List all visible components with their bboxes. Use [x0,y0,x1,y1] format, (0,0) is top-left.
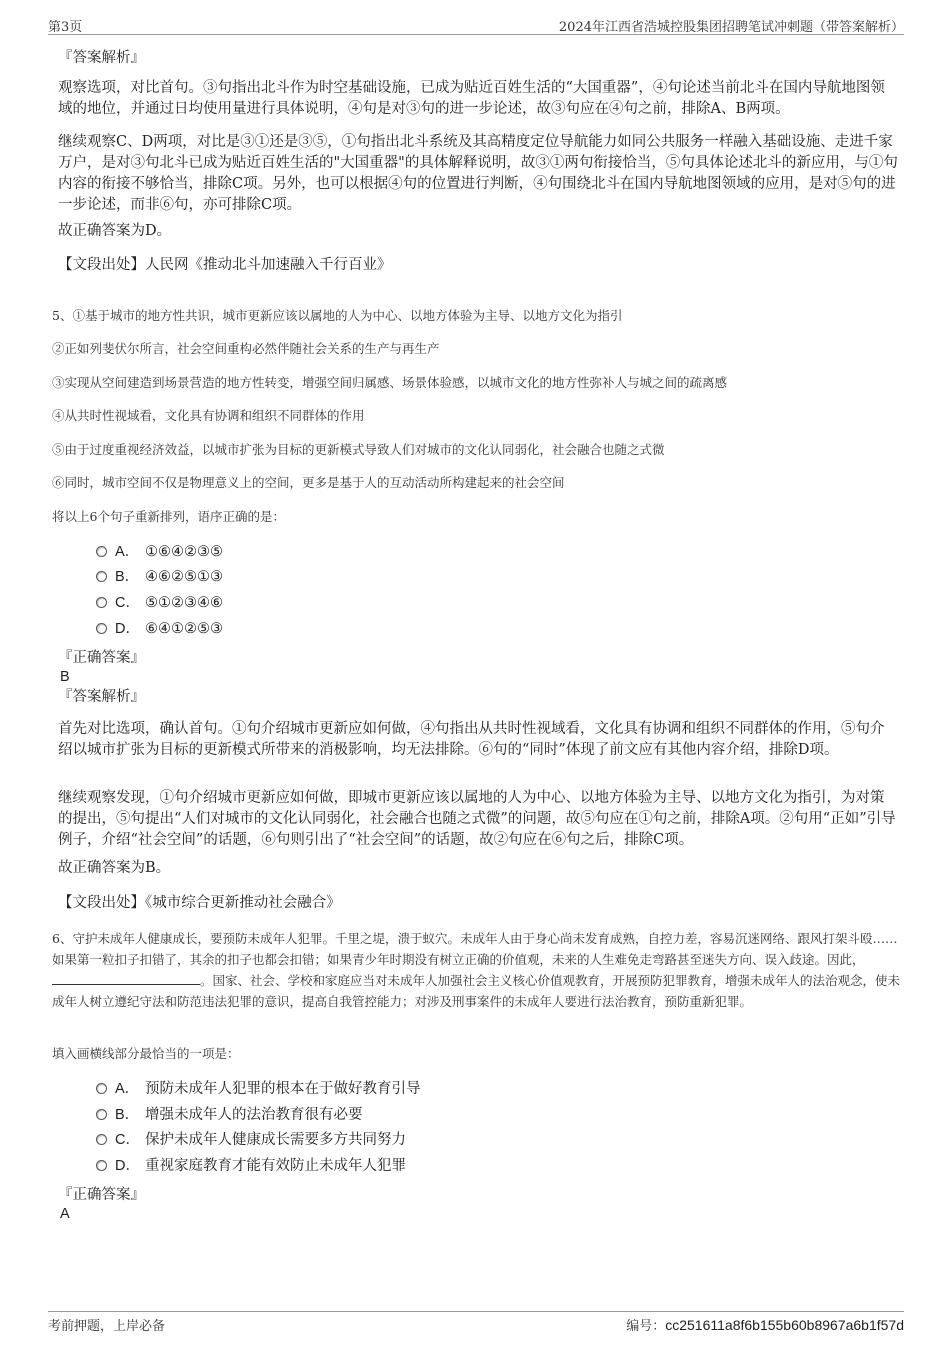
q5-sentence-3: ③实现从空间建造到场景营造的地方性转变，增强空间归属感、场景体验感，以城市文化的地方性弥补人与城之间的疏离感 [52,375,728,390]
footer-slogan: 考前押题，上岸必备 [48,1319,166,1334]
radio-icon[interactable] [96,1160,107,1171]
radio-icon[interactable] [96,546,107,557]
document-title: 2024年江西省浩城控股集团招聘笔试冲刺题（带答案解析） [558,20,904,35]
q5-conclusion: 故正确答案为B。 [58,860,171,876]
radio-icon[interactable] [96,1109,107,1120]
q5-sentence-6: ⑥同时，城市空间不仅是物理意义上的空间，更多是基于人的互动活动所构建起来的社会空间 [52,475,565,490]
q6-option-c[interactable]: C． 保护未成年人健康成长需要多方共同努力 [96,1130,406,1150]
q6-option-d[interactable]: D． 重视家庭教育才能有效防止未成年人犯罪 [96,1156,406,1176]
q5-source: 【文段出处】《城市综合更新推动社会融合》 [58,895,341,911]
q5-sentence-2: ②正如列斐伏尔所言，社会空间重构必然伴随社会关系的生产与再生产 [52,341,440,356]
radio-icon[interactable] [96,1134,107,1145]
q5-option-a[interactable]: A． ①⑥④②③⑤ [96,542,223,562]
page-number: 第3页 [48,20,83,35]
q5-prompt: 将以上6个句子重新排列，语序正确的是： [52,509,285,524]
radio-icon[interactable] [96,1083,107,1094]
q6-correct-answer: A [60,1206,70,1222]
q5-analysis-heading: 『答案解析』 [58,689,145,705]
q4-analysis-heading: 『答案解析』 [58,50,145,66]
q6-prompt: 填入画横线部分最恰当的一项是： [52,1046,240,1061]
q5-option-b[interactable]: B． ④⑥②⑤①③ [96,567,223,587]
q4-source: 【文段出处】人民网《推动北斗加速融入千行百业》 [58,257,392,273]
q4-analysis-para2: 继续观察C、D两项，对比是③①还是③⑤，①句指出北斗系统及其高精度定位导航能力如同公共服务一样融入基础设施、走进千家万户，是对③句北斗已成为贴近百姓生活的"大国重器"的具体解释说明，故③①两句衔接恰当，⑤句具体论述北斗的新应用，与①句内容的衔接不够恰当，排除C项。另外，也可以根据④句的位置进行判断，④句围绕北斗在国内导航地图领域的应用，是对⑤句的进一步论述，而非⑥句，亦可排除C项。 [58,134,898,213]
q5-option-d[interactable]: D． ⑥④①②⑤③ [96,619,223,639]
q6-option-b[interactable]: B． 增强未成年人的法治教育很有必要 [96,1105,363,1125]
radio-icon[interactable] [96,623,107,634]
page-footer [48,1311,904,1334]
radio-icon[interactable] [96,571,107,582]
document-code: 编号：cc251611a8f6b155b60b8967a6b1f57d [626,1317,904,1334]
q5-sentence-5: ⑤由于过度重视经济效益，以城市扩张为目标的更新模式导致人们对城市的文化认同弱化，社会融合也随之式微 [52,442,665,457]
q6-stem: 6、守护未成年人健康成长，要预防未成年人犯罪。千里之堤，溃于蚁穴。未成年人由于身心尚未发育成熟，自控力差，容易沉迷网络、跟风打架斗殴……如果第一粒扣子扣错了，其余的扣子也都会扣错；如果青少年时期没有树立正确的价值观，未来的人生难免走弯路甚至迷失方向、误入歧途。因此，。国家、社会、学校和家庭应当对未成年人加强社会主义核心价值观教育，开展预防犯罪教育，增强未成年人的法治观念，使未成年人树立遵纪守法和防范违法犯罪的意识，提高自我管控能力；对涉及刑事案件的未成年人要进行法治教育，预防重新犯罪。 [52,931,901,1009]
q4-conclusion: 故正确答案为D。 [58,223,172,239]
q5-sentence-4: ④从共时性视域看，文化具有协调和组织不同群体的作用 [52,408,365,423]
q5-correct-heading: 『正确答案』 [58,650,145,666]
q6-correct-heading: 『正确答案』 [58,1187,145,1203]
q4-analysis-para1: 观察选项，对比首句。③句指出北斗作为时空基础设施，已成为贴近百姓生活的“大国重器”，④句论述当前北斗在国内导航地图领域的地位，并通过日均使用量进行具体说明，④句是对③句的进一步论述，故③句应在④句之前，排除A、B两项。 [58,80,885,117]
fill-in-blank [52,972,200,985]
page-header [48,14,904,35]
q5-correct-answer: B [60,669,70,685]
q5-option-c[interactable]: C． ⑤①②③④⑥ [96,593,223,613]
radio-icon[interactable] [96,597,107,608]
q6-option-a[interactable]: A． 预防未成年人犯罪的根本在于做好教育引导 [96,1079,421,1099]
q5-analysis-para1: 首先对比选项，确认首句。①句介绍城市更新应如何做，④句指出从共时性视域看，文化具有协调和组织不同群体的作用，⑤句介绍以城市扩张为目标的更新模式所带来的消极影响，均无法排除。⑥句的“同时”体现了前文应有其他内容介绍，排除D项。 [58,721,885,758]
q5-sentence-1: 5、①基于城市的地方性共识，城市更新应该以属地的人为中心、以地方体验为主导、以地方文化为指引 [52,308,623,323]
q5-analysis-para2: 继续观察发现，①句介绍城市更新应如何做，即城市更新应该以属地的人为中心、以地方体验为主导、以地方文化为指引，为对策的提出，⑤句提出“人们对城市的文化认同弱化，社会融合也随之式微”的问题，故⑤句应在①句之前，排除A项。②句用“正如”引导例子，介绍“社会空间”的话题，⑥句则引出了“社会空间”的话题，故②句应在⑥句之后，排除C项。 [58,790,896,848]
